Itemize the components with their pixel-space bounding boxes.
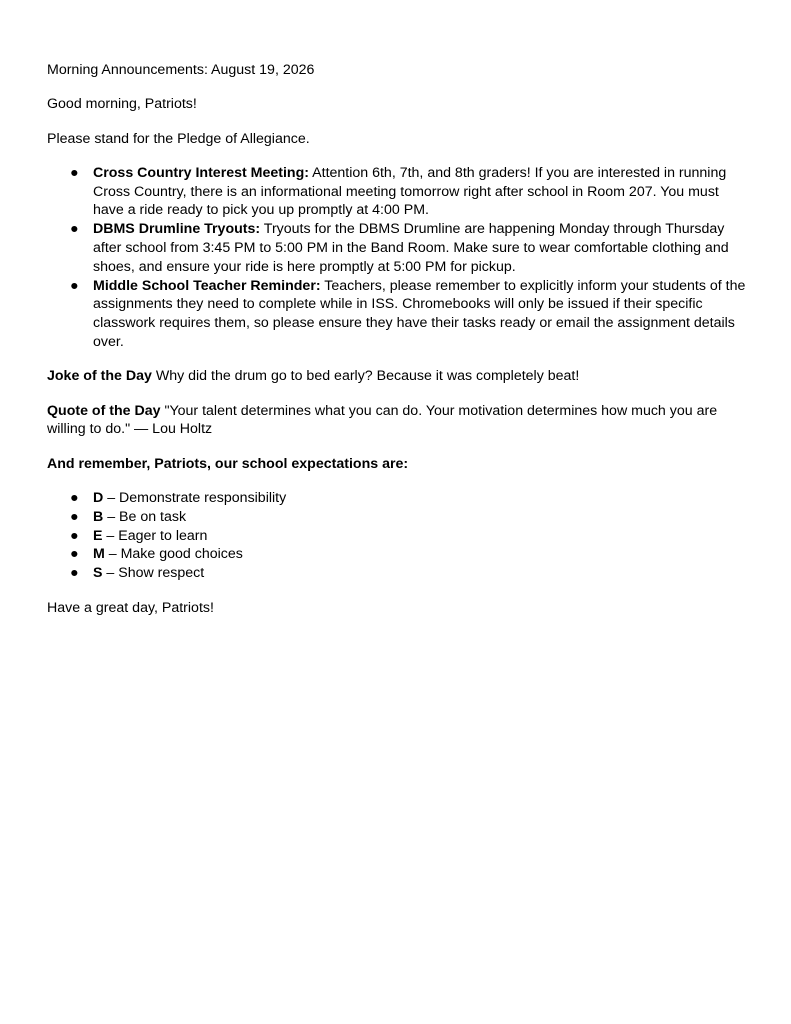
quote-of-the-day <box>47 402 747 440</box>
closing-line: Have a great day, Patriots! <box>47 599 214 616</box>
announcement-heading: Cross Country Interest Meeting: <box>93 164 309 181</box>
expectation-letter: S <box>93 565 103 582</box>
list-item <box>47 527 747 546</box>
bullet-icon: ● <box>70 565 79 582</box>
announcement-text: Teachers, please remember to explicitly inform your students of the assignments they need to complete while in ISS. Chromebooks will only be issued if their specific classwork requires them, so please ensure they have their tasks ready or email the assignment details over. <box>93 277 746 351</box>
list-item <box>47 564 747 583</box>
expectation-letter: B <box>93 508 104 525</box>
greeting: Good morning, Patriots! <box>47 96 197 113</box>
joke-label: Joke of the Day <box>47 368 152 385</box>
bullet-icon: ● <box>70 490 79 507</box>
expectation-letter: E <box>93 527 103 544</box>
announcement-heading: DBMS Drumline Tryouts: <box>93 221 261 238</box>
expectation-text: – Eager to learn <box>102 527 208 544</box>
expectation-text: – Demonstrate responsibility <box>103 490 287 507</box>
expectation-text: – Make good choices <box>104 546 243 563</box>
list-item <box>47 545 747 564</box>
announcement-text: Attention 6th, 7th, and 8th graders! If you are interested in running Cross Country, there is an informational meeting tomorrow right after school in Room 207. You must have a ride ready to pick you up promptly at 4:00 PM. <box>93 164 727 219</box>
expectation-text: – Show respect <box>102 565 205 582</box>
expectation-letter: D <box>93 490 104 507</box>
joke-text: Why did the drum go to bed early? Because it was completely beat! <box>151 368 580 385</box>
bullet-icon: ● <box>70 221 79 238</box>
bullet-icon: ● <box>70 277 79 294</box>
document-page <box>47 61 747 633</box>
list-item <box>47 164 747 220</box>
expectations-heading <box>47 455 747 474</box>
quote-text: "Your talent determines what you can do. Your motivation determines how much you are willing to do." — Lou Holtz <box>47 402 718 438</box>
list-item <box>47 220 747 276</box>
announcements-list <box>47 164 747 352</box>
bullet-icon: ● <box>70 508 79 525</box>
announcement-heading: Middle School Teacher Reminder: <box>93 277 321 294</box>
joke-of-the-day <box>47 367 747 386</box>
bullet-icon: ● <box>70 546 79 563</box>
expectation-text: – Be on task <box>103 508 187 525</box>
quote-label: Quote of the Day <box>47 402 161 419</box>
announcement-text: Tryouts for the DBMS Drumline are happening Monday through Thursday after school from 3:45 PM to 5:00 PM in the Band Room. Make sure to wear comfortable clothing and shoes, and ensure your ride is here promptly at 5:00 PM for pickup. <box>93 221 729 275</box>
expectations-list <box>47 489 747 583</box>
document-title: Morning Announcements: August 19, 2026 <box>47 62 315 78</box>
bullet-icon: ● <box>70 527 79 544</box>
list-item <box>47 277 747 352</box>
list-item <box>47 508 747 527</box>
expectations-heading-text: And remember, Patriots, our school expectations are: <box>47 455 409 472</box>
list-item <box>47 489 747 508</box>
pledge-line: Please stand for the Pledge of Allegiance. <box>47 130 310 147</box>
expectation-letter: M <box>93 546 105 563</box>
bullet-icon: ● <box>70 164 79 181</box>
